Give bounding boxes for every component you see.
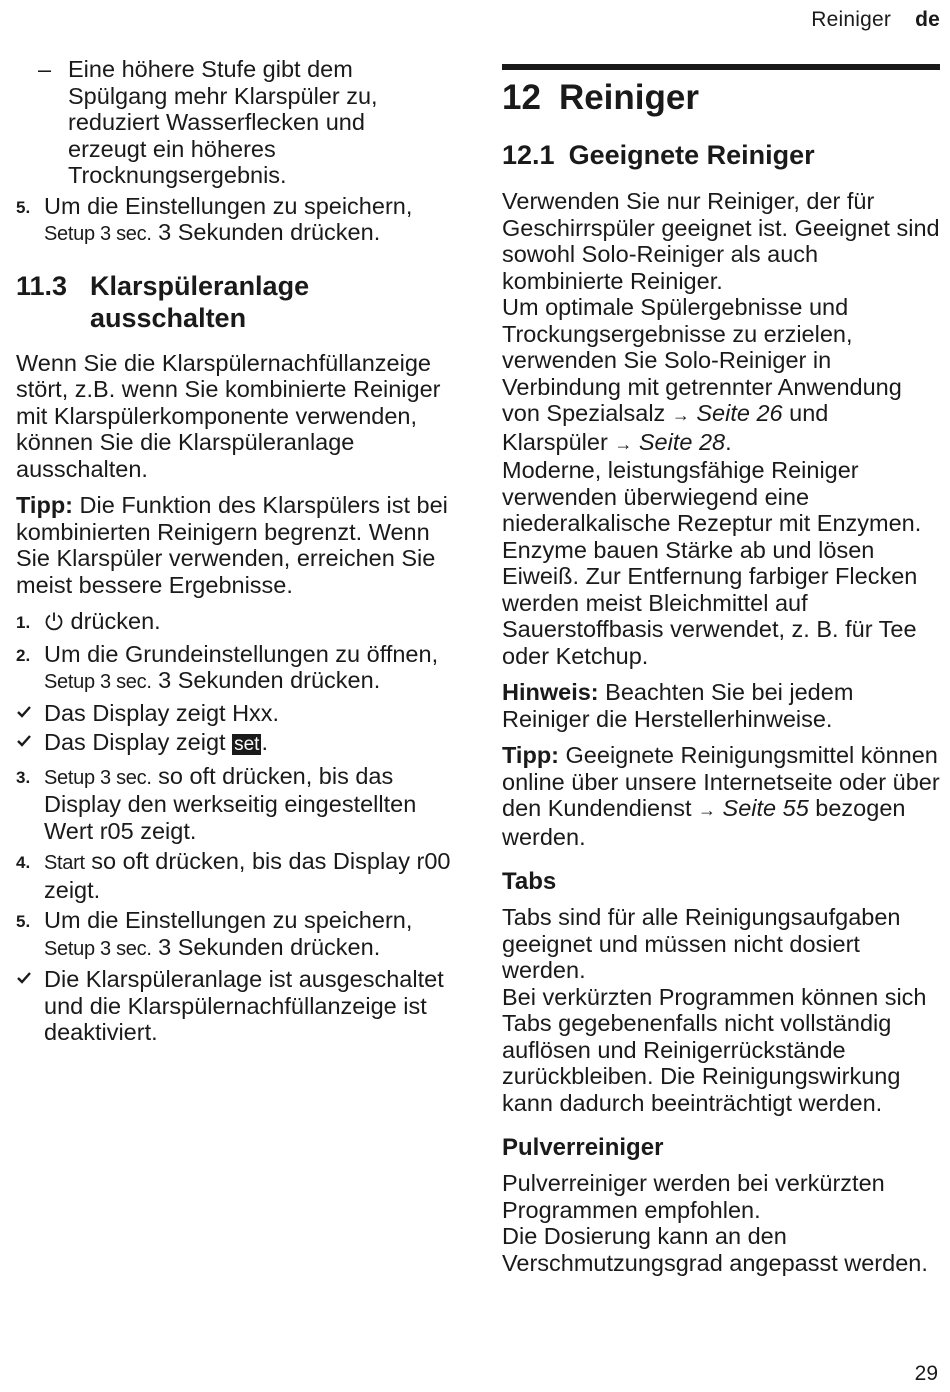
- hint-label: Hinweis:: [502, 679, 599, 705]
- tip-paragraph: [16, 492, 456, 598]
- step-4-start: [16, 848, 456, 903]
- result-text: Das Display zeigt Hxx.: [44, 699, 280, 726]
- step-number: 4.: [16, 853, 31, 872]
- page-header: [811, 8, 940, 32]
- chapter-heading: [502, 76, 940, 120]
- step-number: 2.: [16, 645, 31, 665]
- step-number: 3.: [16, 767, 31, 787]
- arrow-icon: →: [614, 433, 633, 454]
- chapter-rule: [502, 64, 940, 70]
- dash-list-item: [12, 56, 456, 189]
- header-language: de: [915, 8, 940, 31]
- step-3-setup: [16, 763, 456, 845]
- section-heading-11-3: [16, 270, 456, 334]
- paragraph-with-refs: [502, 294, 940, 457]
- page-ref-link[interactable]: Seite 26: [696, 400, 783, 426]
- powder-heading: Pulverreiniger: [502, 1134, 664, 1161]
- tip-text: Geeignete Reinigungsmittel können online über unsere Internetseite oder über den Kundendienst: [502, 742, 940, 821]
- result-item: [16, 700, 456, 728]
- display-set-badge: set: [234, 734, 260, 755]
- arrow-icon: →: [698, 800, 716, 820]
- tip-label: Tipp:: [16, 492, 73, 518]
- setup-key-label: Setup 3 sec.: [44, 766, 152, 789]
- page-ref-link[interactable]: Seite 55: [722, 795, 809, 821]
- step-text-end: 3 Sekunden drücken.: [158, 667, 381, 693]
- dash-item-text: Eine höhere Stufe gibt dem Spülgang mehr Klarspüler zu, reduziert Wasserflecken und erzeugt ein höheres Trocknungsergebnis.: [68, 56, 378, 188]
- right-column: [502, 64, 940, 1286]
- chapter-number: 12: [502, 78, 541, 117]
- left-column: [16, 56, 456, 1050]
- paragraph: Moderne, leistungsfähige Reiniger verwenden überwiegend eine niederalkalische Rezeptur mit Enzymen. Enzyme bauen Stärke ab und lösen Eiweiß. Zur Entfernung farbiger Flecken werden meist Bleichmittel auf Sauerstoffbasis verwendet, z. B. für Tee oder Ketchup.: [502, 457, 922, 669]
- arrow-icon: →: [671, 405, 690, 425]
- step-1-power: [16, 608, 456, 637]
- result-text: Das Display zeigt: [44, 729, 226, 755]
- paragraph: Verwenden Sie nur Reiniger, der für Geschirrspüler geeignet ist. Geeignet sind sowohl Solo-Reiniger als auch kombinierte Reiniger.: [502, 188, 940, 294]
- result-item: [16, 966, 456, 1046]
- step-2-open-settings: [16, 641, 456, 696]
- dash-marker: –: [38, 56, 52, 82]
- paragraph-text: und Klarspüler: [502, 400, 829, 455]
- section-number: 12.1: [502, 140, 555, 170]
- step-number: 1.: [16, 613, 31, 632]
- step-text: so oft drücken, bis das Display den werkseitig eingestellten Wert r05 zeigt.: [44, 762, 417, 844]
- section-title: Geeignete Reiniger: [568, 140, 815, 170]
- step-text: so oft drücken, bis das Display r00 zeigt.: [44, 848, 451, 903]
- paragraph-end: .: [725, 428, 732, 455]
- setup-key-label: Setup 3 sec.: [44, 671, 152, 693]
- step-text: Um die Einstellungen zu speichern,: [44, 907, 413, 933]
- step-number: 5.: [16, 912, 31, 931]
- result-text: Die Klarspüleranlage ist ausgeschaltet und die Klarspülernachfüllanzeige ist deaktiviert.: [44, 966, 444, 1045]
- tip-paragraph: [502, 742, 940, 850]
- step-text-end: 3 Sekunden drücken.: [158, 219, 381, 245]
- section-title: Klarspüleranlage ausschalten: [90, 270, 310, 333]
- section-number: 11.3: [16, 270, 68, 301]
- page-number: 29: [914, 1362, 938, 1385]
- result-item: [16, 729, 456, 759]
- start-key-label: Start: [44, 852, 85, 874]
- section-heading-12-1: [502, 138, 940, 172]
- setup-key-label: Setup 3 sec.: [44, 937, 152, 960]
- check-icon: [16, 970, 32, 986]
- chapter-title: Reiniger: [558, 78, 699, 117]
- page-ref-link[interactable]: Seite 28: [638, 428, 726, 455]
- header-section: Reiniger: [811, 8, 892, 31]
- tip-text-end: bezogen werden.: [502, 795, 906, 850]
- paragraph: Bei verkürzten Programmen können sich Tabs gegebenenfalls nicht vollständig auflösen und Reinigerrückstände zurückbleiben. Die Reinigungswirkung kann dadurch beeinträchtigt werden.: [502, 983, 927, 1116]
- step-5-save-again: [16, 907, 456, 962]
- paragraph: Pulverreiniger werden bei verkürzten Programmen empfohlen.: [502, 1170, 885, 1223]
- paragraph: Die Dosierung kann an den Verschmutzungsgrad angepasst werden.: [502, 1223, 928, 1276]
- setup-key-label: Setup 3 sec.: [44, 223, 152, 245]
- tip-text: Die Funktion des Klarspülers ist bei kombinierten Reinigern begrenzt. Wenn Sie Klarspüler verwenden, erreichen Sie meist bessere Ergebnisse.: [16, 492, 448, 598]
- step-5-save: [16, 193, 456, 248]
- power-icon: [44, 611, 64, 631]
- step-number: 5.: [16, 197, 31, 217]
- check-icon: [16, 704, 32, 720]
- step-text: Um die Grundeinstellungen zu öffnen,: [44, 640, 439, 667]
- step-text: Um die Einstellungen zu speichern,: [44, 192, 413, 219]
- step-text-end: 3 Sekunden drücken.: [158, 933, 381, 960]
- hint-text: Beachten Sie bei jedem Reiniger die Herstellerhinweise.: [502, 679, 854, 732]
- tabs-heading: Tabs: [502, 868, 557, 895]
- step-text: drücken.: [70, 608, 161, 634]
- intro-paragraph: Wenn Sie die Klarspülernachfüllanzeige stört, z.B. wenn Sie kombinierte Reiniger mit Klarspülerkomponente verwenden, können Sie die Klarspüleranlage ausschalten.: [16, 349, 441, 482]
- paragraph: Tabs sind für alle Reinigungsaufgaben geeignet und müssen nicht dosiert werden.: [502, 904, 901, 983]
- hint-paragraph: [502, 679, 940, 732]
- paragraph-text: Um optimale Spülergebnisse und Trockungsergebnisse zu erzielen, verwenden Sie Solo-Reiniger in Verbindung mit getrennter Anwendung von Spezialsalz: [502, 294, 902, 426]
- check-icon: [16, 733, 32, 749]
- result-period: .: [261, 729, 268, 755]
- tip-label: Tipp:: [502, 742, 559, 768]
